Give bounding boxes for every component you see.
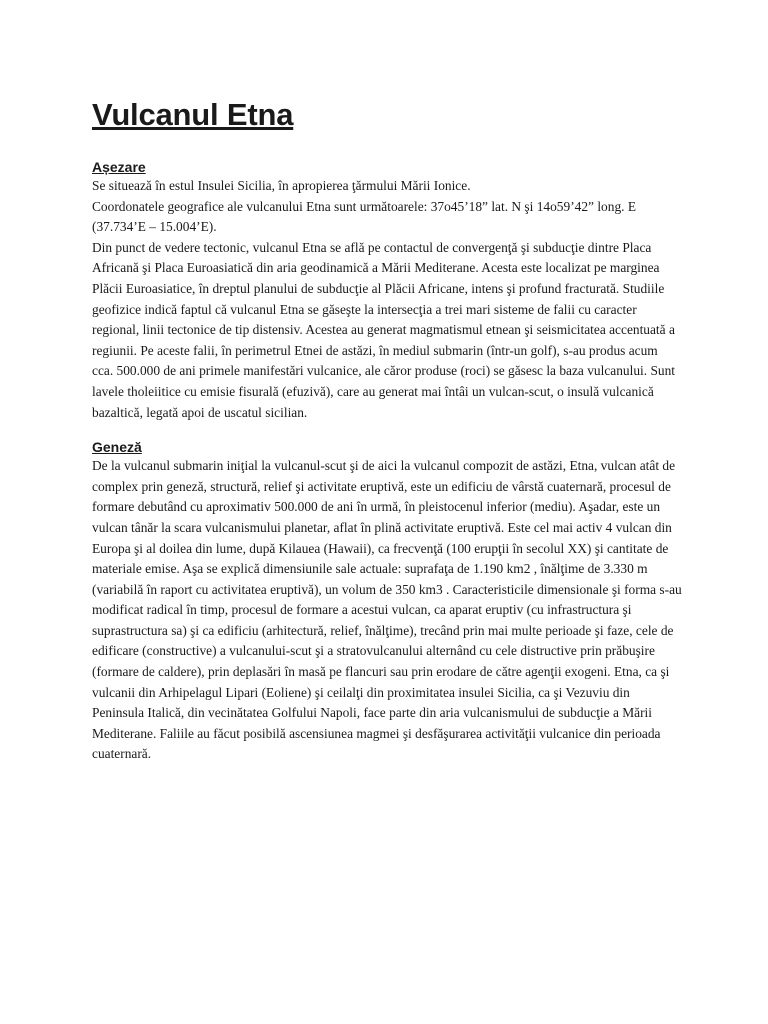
section-heading-asezare: Așezare: [92, 159, 146, 175]
document-title: Vulcanul Etna: [92, 97, 294, 132]
paragraph-genesis: De la vulcanul submarin iniţial la vulcanul-scut şi de aici la vulcanul compozit de astăzi, Etna, vulcan atât de complex prin geneză, structură, relief şi activitate eruptivă, este un edificiu de vârstă cuaternară, procesul de formare debutând cu aproximativ 500.000 de ani în urmă, în pleistocenul inferior (mediu). Aşadar, este un vulcan tânăr la scara vulcanismului planetar, aflat în plină activitate eruptivă. Este cel mai activ 4 vulcan din Europa şi al doilea din lume, după Kilauea (Hawaii), ca frecvenţă (100 erupţii în secolul XX) şi cantitate de materiale emise. Aşa se explică dimensiunile sale actuale: suprafaţa de 1.190 km2 , înălţime de 3.330 m (variabilă în raport cu activitatea eruptivă), un volum de 350 km3 . Caracteristicile dimensionale şi forma s-au modificat radical în timp, procesul de formare a acestui vulcan, ca aparat eruptiv (cu infrastructura şi suprastructura sa) şi ca edificiu (arhitectură, relief, înălţime), trecând prin mai multe perioade şi faze, cele de edificare (constructive) a vulcanului-scut şi a stratovulcanului alternând cu cele distructive prin prăbuşire (formare de caldere), prin deplasări în masă pe flancuri sau prin erodare de către agenţii exogeni. Etna, ca şi vulcanii din Arhipelagul Lipari (Eoliene) şi ceilalţi din proximitatea insulei Sicilia, ca şi Vezuviu din Peninsula Italică, din vecinătatea Golfului Napoli, face parte din aria vulcanismului de subducţie a Mării Mediterane. Faliile au făcut posibilă ascensiunea magmei şi desfăşurarea activităţii vulcanice din perioada cuaternară.: [92, 458, 682, 762]
paragraph-tectonics: Din punct de vedere tectonic, vulcanul Etna se află pe contactul de convergenţă şi subducţie dintre Placa Africană şi Placa Euroasiatică din aria geodinamică a Mării Mediterane. Acesta este localizat pe marginea Plăcii Euroasiatice, în dreptul planului de subducţie al Plăcii Africane, intens şi profund fracturată. Studiile geofizice indică faptul că vulcanul Etna se găseşte la intersecţia a trei mari sisteme de falii cu caracter regional, linii tectonice de tip distensiv. Acestea au generat magmatismul etnean şi seismicitatea accentuată a regiunii. Pe aceste falii, în perimetrul Etnei de astăzi, în mediul submarin (într-un golf), s-au produs acum cca. 500.000 de ani primele manifestări vulcanice, ale căror produse (roci) se găsesc la baza vulcanului. Sunt lavele tholeiitice cu emisie fisurală (efuzivă), care au generat mai întâi un vulcan-scut, o insulă vulcanică bazaltică, legată apoi de uscatul sicilian.: [92, 239, 675, 420]
paragraph-coordinates: Coordonatele geografice ale vulcanului Etna sunt următoarele: 37o45’18” lat. N şi 14o59’42” long. E (37.734’E – 15.004’E).: [92, 198, 637, 235]
section-heading-geneza: Geneză: [92, 439, 142, 456]
paragraph-location: Se situează în estul Insulei Sicilia, în apropierea ţărmului Mării Ionice.: [92, 178, 471, 193]
document-page: [92, 96, 682, 765]
